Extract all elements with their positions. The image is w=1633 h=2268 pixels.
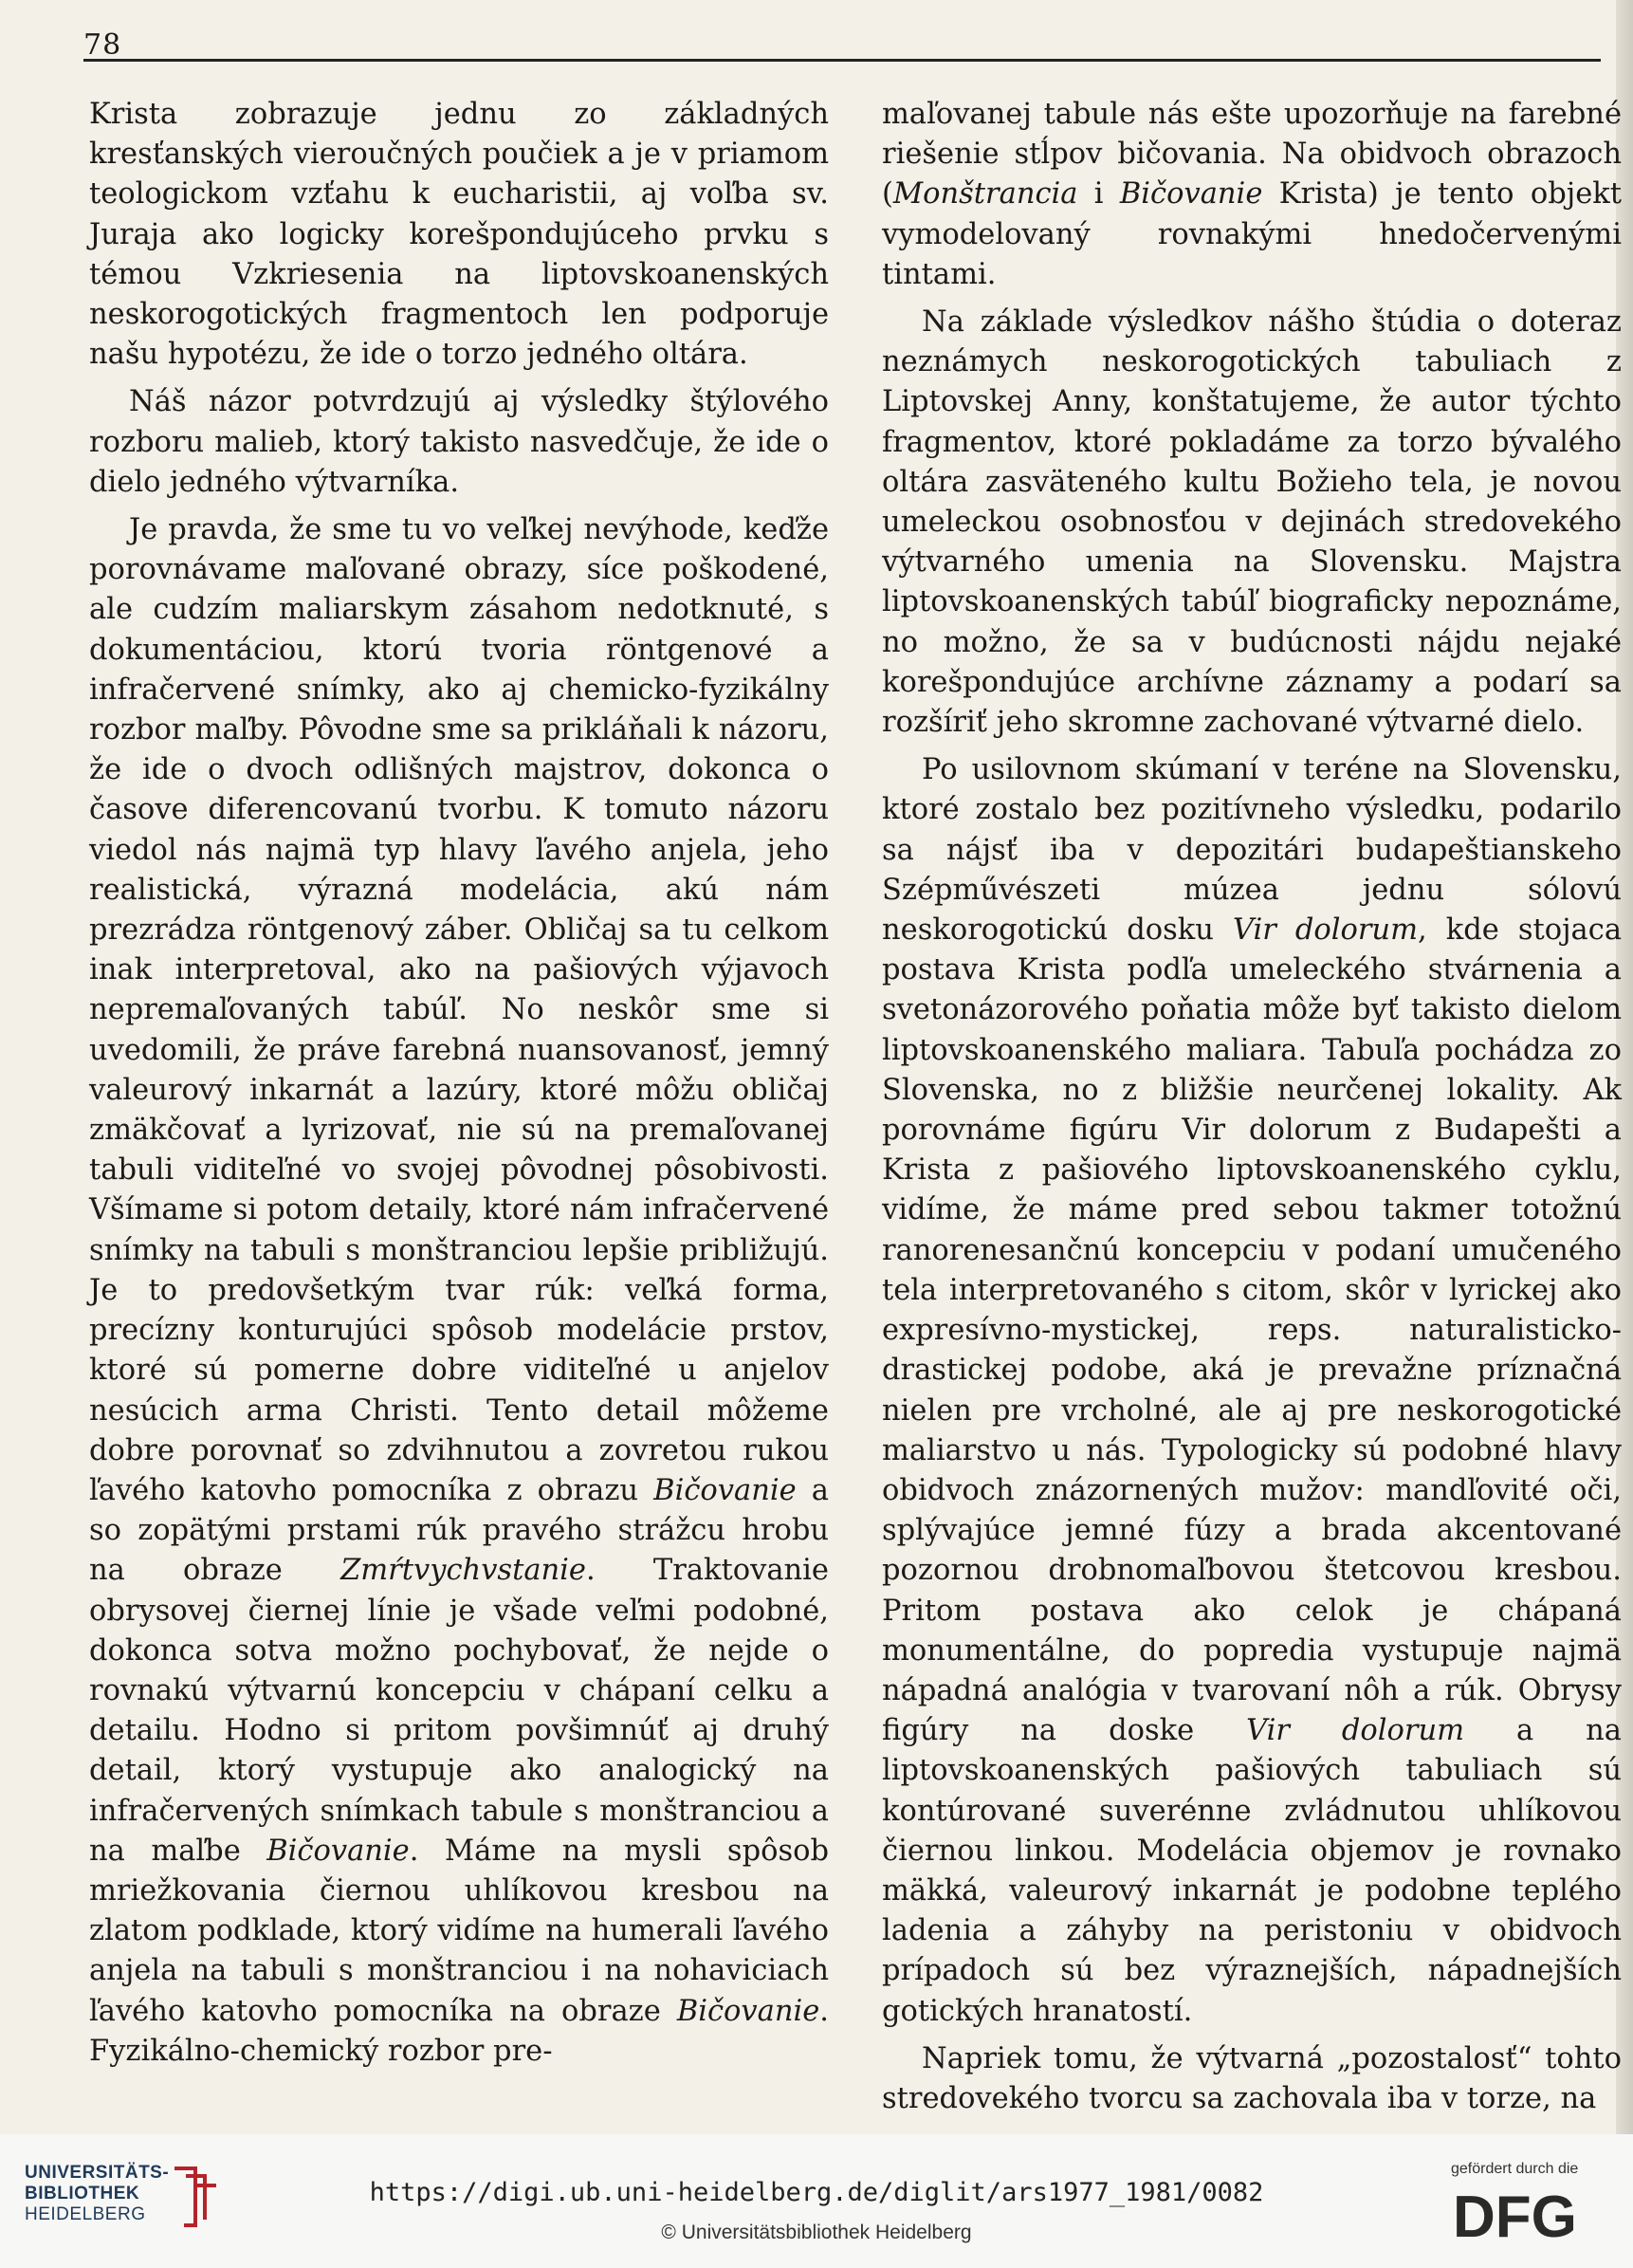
paragraph: Napriek tomu, že výtvarná „pozostalosť“ tohto stredovekého tvorcu sa zachovala iba v torze, na [882, 2041, 1622, 2115]
paragraph: Po usilovnom skúmaní v teréne na Slovensku, ktoré zostalo bez pozitívneho výsledku, podarilo sa nájsť iba v depozitári budapeštianskeho Szépművészeti múzea jednu sólovú neskorogotickú dosku Vir dolorum, kde stojaca postava Krista podľa umeleckého stvárnenia a svetonázorového poňatia môže byť takisto dielom liptovskoanenského maliara. Tabuľa pochádza zo Slovenska, no z bližšie neurčenej lokality. Ak porovnáme figúru Vir dolorum z Budapešti a Krista z pašiového liptovskoanenského cyklu, vidíme, že máme pred sebou takmer totožnú ranorenesančnú koncepciu v podaní umučeného tela interpretovaného s citom, skôr v lyrickej ako expresívno-mystickej, reps. naturalisticko-drastickej podobe, aká je prevažne príznačná nielen pre vrcholné, ale aj pre neskorogotické maliarstvo u nás. Typologicky sú podobné hlavy obidvoch znázornených mužov: mandľovité oči, splývajúce jemné fúzy a brada akcentované pozornou drobnomaľbovou štetcovou kresbou. Pritom postava ako celok je chápaná monumentálne, do popredia vystupuje najmä nápadná analógia v tvarovaní nôh a rúk. Obrysy figúry na doske Vir dolorum a na liptovskoanenských pašiových tabuliach sú kontúrované suverénne zvládnutou uhlíkovou čiernou linkou. Modelácia objemov je rovnako mäkká, valeurový inkarnát je podobne teplého ladenia a záhyby na peristoniu v obidvoch prípadoch sú bez výraznejších, nápadnejších gotických hranatostí. [882, 753, 1622, 2028]
left-text-column [89, 95, 829, 2072]
library-name-line2: BIBLIOTHEK [25, 2184, 140, 2203]
permalink-url[interactable]: https://digi.ub.uni-heidelberg.de/diglit/ars1977_1981/0082 [369, 2178, 1264, 2207]
paragraph: maľovanej tabule nás ešte upozorňuje na farebné riešenie stĺpov bičovania. Na obidvoch obrazoch (Monštrancia i Bičovanie Krista) je tento objekt vymodelovaný rovnakými hnedočervenými tintami. [882, 98, 1622, 291]
library-name-line1: UNIVERSITÄTS- [25, 2163, 170, 2183]
copyright-notice: © Universitätsbibliothek Heidelberg [661, 2222, 972, 2243]
library-name-line3: HEIDELBERG [25, 2204, 146, 2224]
paragraph: Náš názor potvrdzujú aj výsledky štýlového rozboru malieb, ktorý takisto nasvedčuje, že ide o dielo jedného výtvarníka. [89, 385, 829, 499]
digitization-footer [0, 2134, 1633, 2268]
dfg-logo-icon [1451, 2184, 1607, 2244]
paragraph: Krista zobrazuje jednu zo základných kresťanských vieroučných poučiek a je v priamom teologickom vzťahu k eucharistii, aj voľba sv. Juraja ako logicky korešpondujúceho prvku s témou Vzkriesenia na liptovskoanenských neskorogotických fragmentoch len podporuje našu hypotézu, že ide o torzo jedného oltára. [89, 98, 829, 372]
paragraph: Je pravda, že sme tu vo veľkej nevýhode, keďže porovnávame maľované obrazy, síce poškodené, ale cudzím maliarskym zásahom nedotknuté, s dokumentáciou, ktorú tvoria röntgenové a infračervené snímky, ako aj chemicko-fyzikálny rozbor maľby. Pôvodne sme sa prikláňali k názoru, že ide o dvoch odlišných majstrov, dokonca o časove diferencovanú tvorbu. K tomuto názoru viedol nás najmä typ hlavy ľavého anjela, jeho realistická, výrazná modelácia, akú nám prezrádza röntgenový záber. Obličaj sa tu celkom inak interpretoval, ako na pašiových výjavoch nepremaľovaných tabúľ. No neskôr sme si uvedomili, že práve farebná nuansovanosť, jemný valeurový inkarnát a lazúry, ktoré môžu obličaj zmäkčovať a lyrizovať, nie sú na premaľovanej tabuli viditeľné vo svojej pôvodnej pôsobivosti. Všímame si potom detaily, ktoré nám infračervené snímky na tabuli s monštranciou lepšie približujú. Je to predovšetkým tvar rúk: veľká forma, precízny konturujúci spôsob modelácie prstov, ktoré sú pomerne dobre viditeľné u anjelov nesúcich arma Christi. Tento detail môžeme dobre porovnať so zdvihnutou a zovretou rukou ľavého katovho pomocníka z obrazu Bičovanie a so zopätými prstami rúk pravého strážcu hrobu na obraze Zmŕtvychvstanie. Traktovanie obrysovej čiernej línie je všade veľmi podobné, dokonca sotva možno pochybovať, že nejde o rovnakú výtvarnú koncepciu v chápaní celku a detailu. Hodno si pritom povšimnúť aj druhý detail, ktorý vystupuje ako analogický na infračervených snímkach tabule s monštranciou a na maľbe Bičovanie. Máme na mysli spôsob mriežkovania čiernou uhlíkovou kresbou na zlatom podklade, ktorý vidíme na humerali ľavého anjela na tabuli s monštranciou i na nohaviciach ľavého katovho pomocníka na obraze Bičovanie. Fyzikálno-chemický rozbor pre- [89, 513, 829, 2068]
page-number: 78 [83, 28, 122, 62]
header-rule [83, 59, 1601, 62]
right-text-column [882, 95, 1622, 2119]
dfg-logo-text: DFG [1453, 2185, 1577, 2244]
funding-caption: gefördert durch die [1451, 2161, 1579, 2177]
paragraph: Na základe výsledkov nášho štúdia o doteraz neznámych neskorogotických tabuliach z Liptovskej Anny, konštatujeme, že autor týchto fragmentov, ktoré pokladáme za torzo bývalého oltára zasväteného kultu Božieho tela, je novou umeleckou osobnosťou v dejinách stredovekého výtvarného umenia na Slovensku. Majstra liptovskoanenských tabúľ biograficky nepoznáme, no možno, že sa v budúcnosti nájdu nejaké korešpondujúce archívne záznamy a podarí sa rozšíriť jeho skromne zachované výtvarné dielo. [882, 305, 1622, 740]
